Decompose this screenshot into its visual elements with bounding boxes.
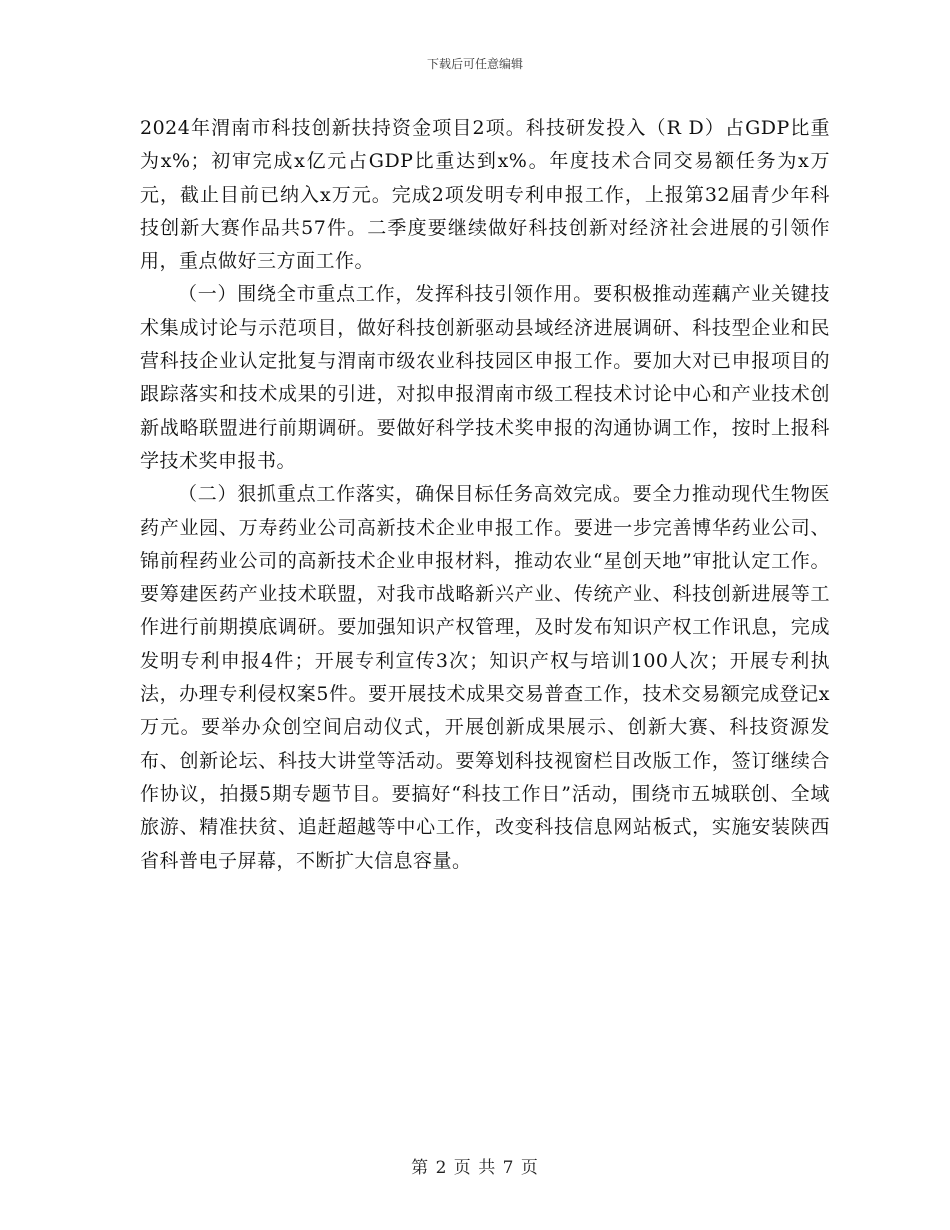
paragraph-section-2: （二）狠抓重点工作落实，确保目标任务高效完成。要全力推动现代生物医药产业园、万寿药业公司高新技术企业申报工作。要进一步完善博华药业公司、锦前程药业公司的高新技术企业申报材料，推动农业“星创天地”审批认定工作。要筹建医药产业技术联盟，对我市战略新兴产业、传统产业、科技创新进展等工作进行前期摸底调研。要加强知识产权管理，及时发布知识产权工作讯息，完成发明专利申报4件；开展专利宣传3次；知识产权与培训100人次；开展专利执法，办理专利侵权案5件。要开展技术成果交易普查工作，技术交易额完成登记x万元。要举办众创空间启动仪式，开展创新成果展示、创新大赛、科技资源发布、创新论坛、科技大讲堂等活动。要筹划科技视窗栏目改版工作，签订继续合作协议，拍摄5期专题节目。要搞好“科技工作日”活动，围绕市五城联创、全域旅游、精准扶贫、追赶超越等中心工作，改变科技信息网站板式，实施安装陕西省科普电子屏幕，不断扩大信息容量。 — [140, 483, 830, 872]
paragraph-section-1: （一）围绕全市重点工作，发挥科技引领作用。要积极推动莲藕产业关键技术集成讨论与示范项目，做好科技创新驱动县域经济进展调研、科技型企业和民营科技企业认定批复与渭南市级农业科技园区申报工作。要加大对已申报项目的跟踪落实和技术成果的引进，对拟申报渭南市级工程技术讨论中心和产业技术创新战略联盟进行前期调研。要做好科学技术奖申报的沟通协调工作，按时上报科学技术奖申报书。 — [140, 283, 830, 472]
page-number-footer: 第 2 页 共 7 页 — [411, 1158, 539, 1178]
paragraph-intro: 2024年渭南市科技创新扶持资金项目2项。科技研发投入（R D）占GDP比重为x%；初审完成x亿元占GDP比重达到x%。年度技术合同交易额任务为x万元，截止目前已纳入x万元。完成2项发明专利申报工作，上报第32届青少年科技创新大赛作品共57件。二季度要继续做好科技创新对经济社会进展的引领作用，重点做好三方面工作。 — [140, 117, 830, 273]
document-body — [140, 112, 830, 878]
header-note: 下载后可任意编辑 — [426, 57, 523, 71]
